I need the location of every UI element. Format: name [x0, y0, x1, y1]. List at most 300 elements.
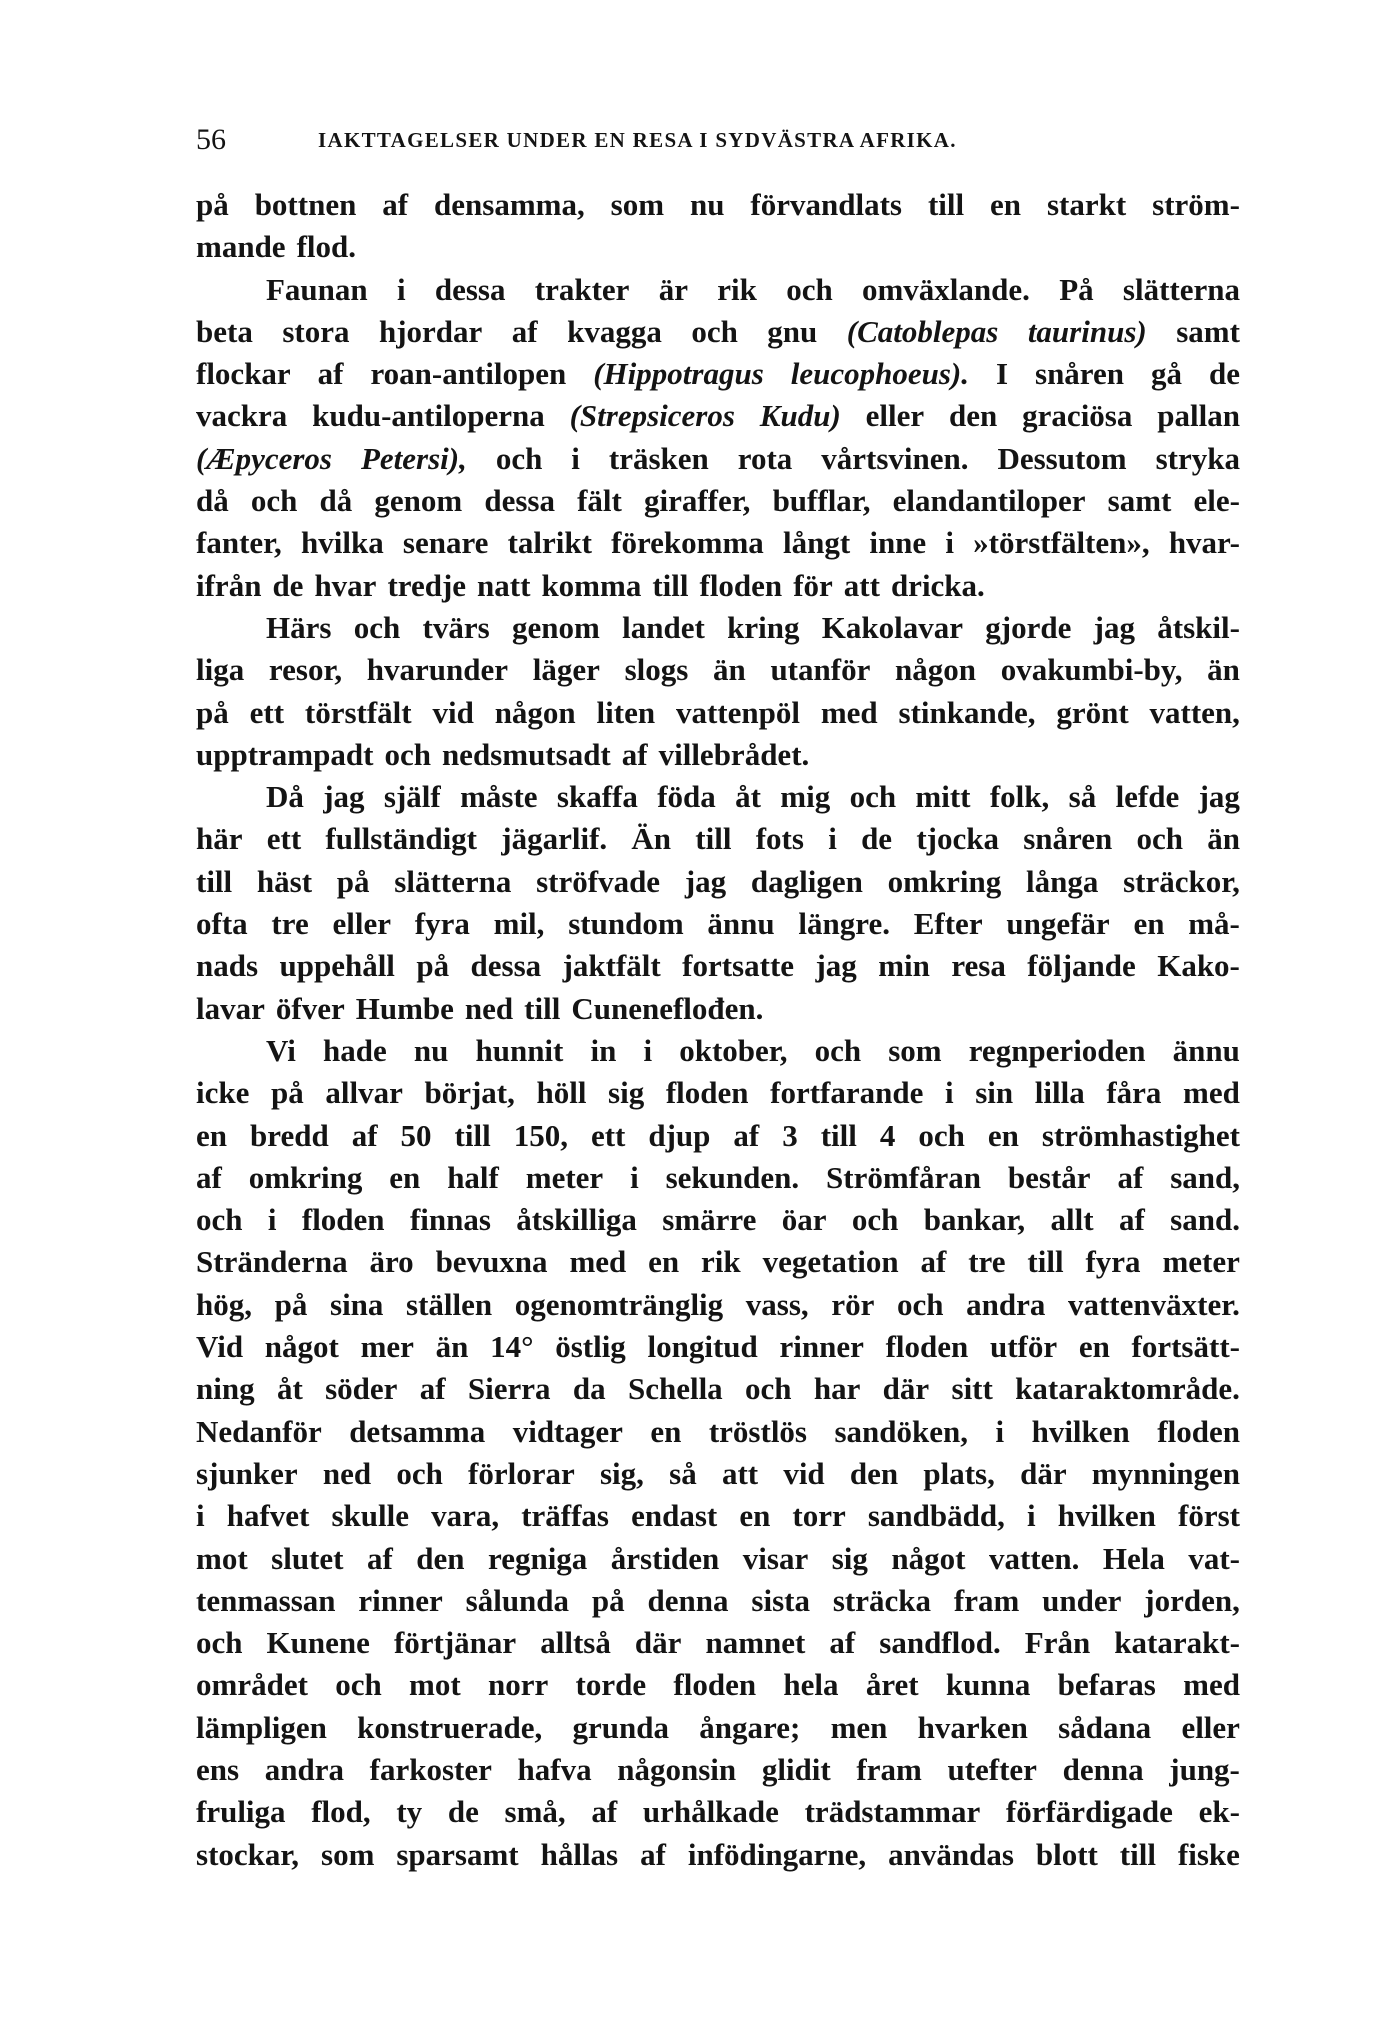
word: af	[317, 356, 344, 392]
word: norr	[487, 1667, 549, 1703]
word: rinner	[358, 1582, 443, 1618]
word: oktober,	[679, 1032, 788, 1068]
word: Från	[1024, 1625, 1091, 1661]
word: ning	[196, 1371, 255, 1407]
word: fots	[755, 821, 804, 857]
text-line	[196, 1284, 1240, 1326]
word: sand.	[1170, 1202, 1240, 1238]
word: meter	[525, 1159, 604, 1195]
word: lämpligen	[196, 1709, 327, 1745]
word: andra	[966, 1286, 1046, 1322]
word: och	[918, 1117, 965, 1153]
word: åt	[276, 1371, 303, 1407]
word: för	[793, 567, 833, 603]
word: måste	[460, 779, 538, 815]
word: tre	[271, 906, 309, 942]
word: Sierra	[467, 1371, 551, 1407]
word: sparsamt	[396, 1836, 519, 1872]
word: meter	[1162, 1244, 1240, 1280]
text-line	[196, 1580, 1240, 1622]
word: till	[1027, 1244, 1064, 1280]
word: stora	[282, 313, 350, 349]
word: sista	[751, 1582, 810, 1618]
word: sig	[831, 1540, 868, 1576]
word: ogenomtränglig	[514, 1286, 724, 1322]
word: beta	[196, 313, 253, 349]
word: en	[990, 187, 1022, 222]
word: området	[196, 1667, 308, 1703]
word: i	[571, 440, 580, 476]
word: 3	[782, 1117, 798, 1153]
word: mil,	[493, 906, 545, 942]
word: i	[828, 821, 837, 857]
word: vattenpöl	[675, 694, 800, 730]
word: förfärdigade	[1005, 1794, 1173, 1830]
word: ifrån	[196, 567, 262, 603]
word: där	[634, 1625, 682, 1661]
word: sträcka	[832, 1582, 932, 1618]
word: flod.	[296, 229, 357, 265]
word: infödingarne,	[687, 1836, 867, 1872]
word: skaffa	[556, 779, 638, 815]
word: giraffer,	[643, 483, 751, 519]
word: en	[650, 1413, 682, 1449]
word: grönt	[1056, 694, 1129, 730]
word: en	[648, 1244, 680, 1280]
word: att	[721, 1455, 759, 1491]
word: långa	[1026, 863, 1099, 899]
text-line	[196, 945, 1240, 987]
word: och	[384, 736, 431, 772]
word: resor,	[268, 652, 343, 688]
word: hafvet	[226, 1498, 310, 1534]
word: i	[267, 1202, 277, 1238]
word: jägarlif.	[501, 821, 608, 857]
word: samt	[1176, 313, 1240, 349]
word: floden	[885, 1329, 969, 1365]
text-line	[196, 1199, 1240, 1241]
word: och	[196, 1625, 243, 1661]
word: tjocka	[916, 821, 999, 857]
word: bredd	[250, 1117, 329, 1153]
word: landet	[622, 609, 705, 645]
word: glidit	[761, 1751, 831, 1787]
word: användas	[888, 1836, 1014, 1872]
word: den	[849, 1455, 899, 1491]
word: af	[419, 1371, 446, 1407]
word: hvarunder	[366, 652, 509, 688]
word: gå	[1150, 356, 1182, 392]
text-line	[196, 1538, 1240, 1580]
word: fortsätt-	[1131, 1329, 1240, 1365]
word: sjunker	[196, 1455, 298, 1491]
word: sådana	[1058, 1709, 1152, 1745]
word: ens	[196, 1751, 240, 1787]
word: leucophoeus).	[790, 356, 969, 392]
word: Humbe	[355, 990, 454, 1026]
word: året	[865, 1667, 919, 1703]
word: af	[920, 1244, 947, 1280]
word: genom	[374, 483, 463, 519]
word: men	[830, 1709, 888, 1745]
word: höll	[536, 1075, 587, 1111]
text-line	[196, 395, 1240, 437]
text-line	[196, 1411, 1240, 1453]
word: Kunene	[266, 1625, 370, 1661]
word: ångare;	[699, 1709, 801, 1745]
word: jorden,	[1144, 1582, 1240, 1618]
word: Dessutom	[997, 440, 1127, 476]
word: denna	[647, 1582, 729, 1618]
word: trädstammar	[804, 1794, 981, 1830]
word: floden	[1157, 1413, 1240, 1449]
word: stundom	[568, 906, 684, 942]
word: på	[196, 187, 229, 222]
word: vegetation	[762, 1244, 899, 1280]
word: hög,	[196, 1286, 252, 1322]
word: (Æpyceros	[196, 440, 332, 476]
word: östlig	[555, 1329, 626, 1365]
word: hunnit	[475, 1032, 564, 1068]
word: senare	[402, 525, 489, 561]
word: urhålkade	[642, 1794, 779, 1830]
word: en	[739, 1498, 771, 1534]
word: äro	[369, 1244, 414, 1280]
word: namnet	[705, 1625, 806, 1661]
word: och	[851, 1202, 899, 1238]
word: en	[196, 1117, 227, 1153]
word: Kudu)	[759, 398, 841, 434]
word: på	[336, 863, 370, 899]
word: liten	[596, 694, 656, 730]
word: samt	[1107, 483, 1172, 519]
word: vid	[783, 1455, 825, 1491]
word: på	[416, 948, 450, 984]
word: under	[1042, 1582, 1122, 1618]
text-line	[196, 988, 1240, 1030]
word: årstiden	[610, 1540, 720, 1576]
word: vass,	[745, 1286, 809, 1322]
word: slogs	[624, 652, 689, 688]
word: Strömfåran	[826, 1159, 982, 1195]
word: roan-antilopen	[370, 356, 567, 392]
text-line	[196, 1241, 1240, 1283]
word: i	[396, 271, 406, 307]
text-line	[196, 692, 1240, 734]
word: omkring	[248, 1159, 363, 1195]
word: och	[495, 440, 543, 476]
word: ett	[249, 694, 285, 730]
word: bevuxna	[435, 1244, 548, 1280]
word: komma	[541, 567, 642, 603]
word: då	[196, 483, 229, 519]
word: den	[949, 398, 998, 434]
word: eller	[865, 398, 925, 434]
word: På	[1059, 271, 1094, 307]
word: och	[786, 271, 833, 307]
word: mot	[409, 1667, 461, 1703]
word: föda	[657, 779, 716, 815]
word: floden	[665, 1075, 749, 1111]
word: af	[1117, 1159, 1144, 1195]
word: inne	[869, 525, 927, 561]
word: denna	[1062, 1751, 1144, 1787]
text-line	[196, 184, 1240, 226]
word: katarakt-	[1114, 1625, 1240, 1661]
word: Schella	[627, 1371, 723, 1407]
word: skulle	[331, 1498, 409, 1534]
word: Stränderna	[196, 1244, 348, 1280]
word: sålunda	[465, 1582, 570, 1618]
word: af	[1118, 1202, 1145, 1238]
word: mer	[360, 1329, 414, 1365]
word: plats,	[923, 1455, 995, 1491]
word: slutet	[271, 1540, 344, 1576]
word: till	[820, 1117, 857, 1153]
text-line	[196, 353, 1240, 395]
word: Petersi),	[360, 440, 467, 476]
text-line	[196, 607, 1240, 649]
word: fram	[953, 1582, 1020, 1618]
word: något	[264, 1329, 339, 1365]
word: smärre	[662, 1202, 757, 1238]
word: Faunan	[266, 271, 368, 307]
word: snåren	[1035, 356, 1125, 392]
word: torr	[792, 1498, 846, 1534]
word: kring	[727, 609, 800, 645]
word: stinkande,	[898, 694, 1036, 730]
word: befaras	[1057, 1667, 1156, 1703]
word: de	[861, 821, 893, 857]
word: till	[927, 187, 965, 222]
word: i	[1026, 1498, 1036, 1534]
word: af	[829, 1625, 856, 1661]
text-line	[196, 522, 1240, 564]
word: långt	[782, 525, 851, 561]
word: i	[995, 1413, 1005, 1449]
word: förekomma	[611, 525, 764, 561]
word: stryka	[1155, 440, 1240, 476]
word: fruliga	[196, 1794, 286, 1830]
text-line	[196, 1030, 1240, 1072]
word: bankar,	[923, 1202, 1026, 1238]
word: af	[366, 1540, 393, 1576]
word: ek-	[1198, 1794, 1240, 1830]
word: söder	[325, 1371, 398, 1407]
word: konstruerade,	[357, 1709, 543, 1745]
word: natt	[477, 567, 531, 603]
word: förlorar	[468, 1455, 575, 1491]
word: jag	[1093, 609, 1135, 645]
word: af	[196, 1159, 222, 1195]
word: grunda	[572, 1709, 670, 1745]
word: själf	[383, 779, 441, 815]
word: ofta	[196, 906, 248, 942]
word: Då	[266, 779, 304, 815]
word: mig	[780, 779, 831, 815]
word: och	[896, 1286, 944, 1322]
word: fortsatte	[682, 948, 795, 984]
word: dagligen	[750, 863, 863, 899]
word: så	[1068, 779, 1097, 815]
word: 50	[400, 1117, 432, 1153]
word: dricka.	[890, 567, 985, 603]
word: floden	[699, 567, 783, 603]
word: till	[652, 567, 689, 603]
word: regniga	[488, 1540, 588, 1576]
word: endast	[631, 1498, 718, 1534]
word: och	[691, 313, 738, 349]
word: jag	[815, 948, 857, 984]
word: förvandlats	[750, 187, 902, 222]
word: sandbädd,	[867, 1498, 1005, 1534]
word: fanter,	[196, 525, 282, 561]
word: som	[610, 187, 665, 222]
word: talrikt	[507, 525, 592, 561]
word: graciösa	[1022, 398, 1133, 434]
word: så	[669, 1455, 697, 1491]
word: (Strepsiceros	[569, 398, 735, 434]
word: en	[389, 1159, 421, 1195]
word: och	[250, 483, 298, 519]
word: torde	[575, 1667, 647, 1703]
word: ett	[590, 1117, 626, 1153]
text-line	[196, 565, 1240, 607]
word: nu	[690, 187, 725, 222]
word: eller	[332, 906, 391, 942]
word: omväxlande.	[861, 271, 1030, 307]
word: fullständigt	[325, 821, 478, 857]
text-line	[196, 903, 1240, 945]
word: pallan	[1157, 398, 1240, 434]
word: sin	[975, 1075, 1014, 1111]
word: Än	[631, 821, 672, 857]
word: af	[591, 1794, 618, 1830]
word: stockar,	[196, 1836, 300, 1872]
word: af	[382, 187, 409, 222]
word: en	[1078, 1329, 1110, 1365]
word: vat-	[1188, 1540, 1240, 1576]
word: gnu	[767, 313, 818, 349]
word: tre	[968, 1244, 1006, 1280]
word: på	[274, 1286, 308, 1322]
text-line	[196, 480, 1240, 522]
word: upptrampadt	[196, 736, 374, 772]
word: hjordar	[378, 313, 483, 349]
word: de	[1208, 356, 1240, 392]
word: hvilken	[1031, 1413, 1130, 1449]
word: blott	[1035, 1836, 1098, 1872]
word: fåra	[1106, 1075, 1162, 1111]
word: ännu	[1172, 1032, 1240, 1068]
word: tredje	[387, 567, 467, 603]
word: nedsmutsadt	[441, 736, 611, 772]
word: hvilken	[1057, 1498, 1156, 1534]
text-line	[196, 1495, 1240, 1537]
word: må-	[1188, 906, 1240, 942]
word: sandflod.	[879, 1625, 1001, 1661]
word: gjorde	[985, 609, 1072, 645]
word: ström-	[1152, 187, 1240, 222]
word: jag	[684, 863, 727, 899]
word: floden	[301, 1202, 385, 1238]
word: vårtsvinen.	[821, 440, 969, 476]
word: då	[319, 483, 353, 519]
word: bufflar,	[772, 483, 871, 519]
word: ned	[322, 1455, 372, 1491]
word: med	[820, 694, 878, 730]
word: med	[1183, 1075, 1240, 1111]
word: jung-	[1169, 1751, 1240, 1787]
word: här	[196, 821, 243, 857]
word: trakter	[534, 271, 630, 307]
word: med	[569, 1244, 627, 1280]
word: att	[843, 567, 880, 603]
word: slätterna	[1122, 271, 1240, 307]
word: och	[849, 779, 897, 815]
word: vatten,	[1149, 694, 1240, 730]
text-line	[196, 1157, 1240, 1199]
word: och	[353, 609, 401, 645]
text-line	[196, 226, 1240, 268]
word: där	[1020, 1455, 1067, 1491]
word: hållas	[540, 1836, 619, 1872]
word: vid	[432, 694, 474, 730]
word: lavar	[196, 990, 265, 1026]
word: en	[1133, 906, 1165, 942]
text-line	[196, 861, 1240, 903]
word: de	[272, 567, 304, 603]
word: som	[321, 1836, 375, 1872]
word: ele-	[1193, 483, 1240, 519]
word: hvilka	[300, 525, 384, 561]
word: villebrådet.	[658, 736, 810, 772]
word: på	[270, 1075, 304, 1111]
word: öar	[781, 1202, 827, 1238]
word: af	[640, 1836, 666, 1872]
word: förtjänar	[393, 1625, 517, 1661]
word: än	[1207, 821, 1240, 857]
text-line	[196, 1791, 1240, 1833]
word: ett	[266, 821, 302, 857]
word: fält	[577, 483, 622, 519]
word: vara,	[431, 1498, 500, 1534]
word: regnperioden	[968, 1032, 1146, 1068]
word: utanför	[770, 652, 871, 688]
word: sina	[330, 1286, 384, 1322]
word: hela	[783, 1667, 839, 1703]
word: visar	[742, 1540, 809, 1576]
word: träffas	[521, 1498, 609, 1534]
text-line	[196, 1834, 1240, 1876]
word: mande	[196, 229, 286, 265]
word: ovakumbi-by,	[1000, 652, 1183, 688]
running-head-title: IAKTTAGELSER UNDER EN RESA I SYDVÄSTRA AFRIKA.	[318, 128, 957, 152]
word: än	[713, 652, 746, 688]
word: till	[524, 990, 561, 1026]
word: utefter	[947, 1751, 1037, 1787]
word: små,	[504, 1794, 566, 1830]
word: i	[196, 1498, 205, 1534]
word: slätterna	[394, 863, 512, 899]
word: jaktfält	[562, 948, 661, 984]
word: Härs	[266, 609, 332, 645]
word: strömhastighet	[1041, 1117, 1240, 1153]
word: I	[995, 356, 1009, 392]
word: har	[813, 1371, 861, 1407]
word: rik	[717, 271, 757, 307]
word: starkt	[1046, 187, 1127, 222]
